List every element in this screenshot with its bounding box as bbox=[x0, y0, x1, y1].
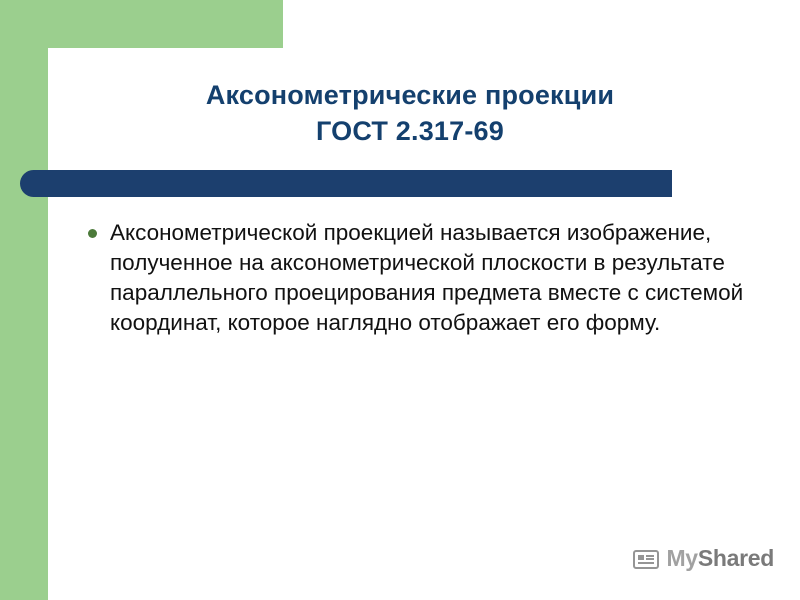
title-underline-bar bbox=[20, 170, 672, 197]
slide-title-line-2: ГОСТ 2.317-69 bbox=[316, 115, 504, 146]
slide-body bbox=[88, 218, 748, 338]
slide-title bbox=[60, 78, 760, 149]
bullet-dot-icon bbox=[88, 229, 97, 238]
watermark-shared: Shared bbox=[697, 545, 774, 571]
watermark-label bbox=[666, 545, 774, 572]
bullet-text: Аксонометрической проекцией называется изображение, полученное на аксонометрической плоскости в результате параллельного проецирования предмета вместе с системой координат, которое наглядно отображает его форму. bbox=[110, 220, 744, 335]
slide-title-line-1: Аксонометрические проекции bbox=[205, 80, 615, 110]
myshared-logo-icon bbox=[633, 546, 659, 572]
bullet-marker bbox=[88, 218, 110, 238]
watermark-my: My bbox=[666, 545, 698, 571]
bullet-item bbox=[88, 218, 748, 338]
watermark bbox=[633, 545, 774, 572]
